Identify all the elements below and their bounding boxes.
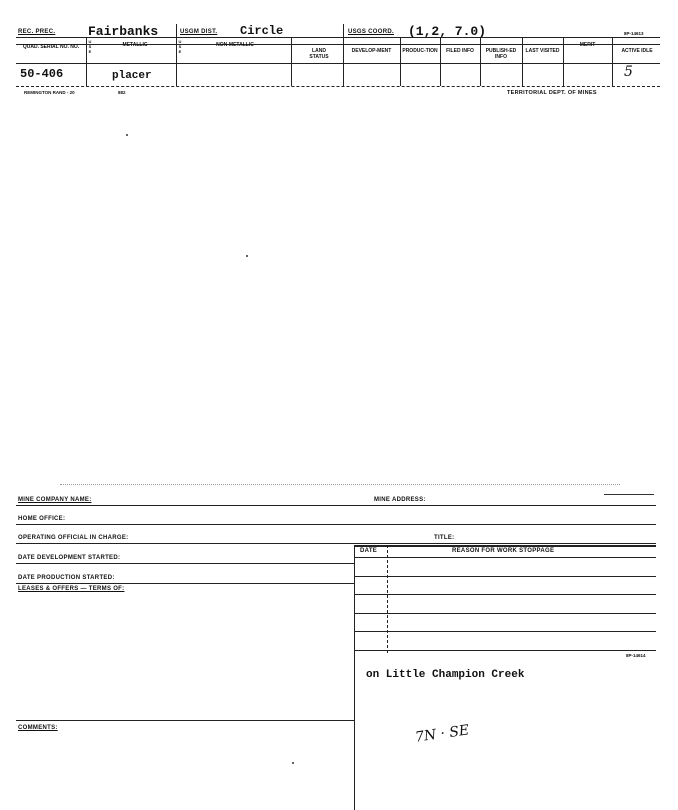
- printer-label: REMINGTON RAND - 20: [24, 90, 75, 95]
- speck: [292, 762, 294, 764]
- col-use-a: U S E: [88, 39, 92, 54]
- printer-code: 882: [118, 90, 126, 95]
- usgs-coord-value: (1,2, 7.0): [408, 24, 487, 39]
- stoppage-date-header: DATE: [360, 548, 378, 554]
- comments-label: COMMENTS:: [18, 725, 58, 731]
- date-production-label: DATE PRODUCTION STARTED:: [18, 575, 115, 581]
- col-development: DEVELOP-MENT: [351, 48, 392, 54]
- rec-prec-label: REC. PREC.: [18, 29, 56, 35]
- form-number: 8P-14613: [624, 31, 644, 36]
- location-note: on Little Champion Creek: [366, 669, 525, 681]
- col-use-b: U S E: [178, 39, 182, 54]
- usgs-coord-label: USGS COORD.: [348, 29, 394, 35]
- home-office-label: HOME OFFICE:: [18, 516, 66, 522]
- col-non-metallic: NON-METALLIC: [216, 42, 254, 48]
- col-last-visited: LAST VISITED: [525, 48, 560, 54]
- handwritten-note: 7N · SE: [414, 722, 471, 746]
- title-label: TITLE:: [434, 535, 455, 541]
- col-merit: MERIT: [579, 42, 596, 48]
- col-filed-info: FILED INFO: [446, 48, 474, 54]
- col-production: PRODUC-TION: [402, 48, 438, 54]
- mine-company-name-label: MINE COMPANY NAME:: [18, 497, 92, 503]
- rec-prec-value: Fairbanks: [88, 24, 159, 39]
- lower-form-number: 8P-14614: [626, 653, 646, 658]
- mine-address-label: MINE ADDRESS:: [374, 497, 426, 503]
- col-metallic: METALLIC: [122, 42, 148, 48]
- operating-official-label: OPERATING OFFICIAL IN CHARGE:: [18, 535, 129, 541]
- col-quad-serial: QUAD. SERIAL NO. NO.: [22, 44, 80, 50]
- quad-serial-value: 50-406: [20, 67, 64, 81]
- col-active-idle: ACTIVE IDLE: [621, 48, 653, 54]
- usgs-dist-label: USGM DIST.: [180, 29, 218, 35]
- col-land-status: LAND STATUS: [309, 48, 329, 60]
- date-development-label: DATE DEVELOPMENT STARTED:: [18, 555, 121, 561]
- speck: [126, 134, 128, 136]
- speck: [246, 255, 248, 257]
- metallic-value: placer: [112, 70, 152, 82]
- usgs-dist-value: Circle: [240, 24, 284, 38]
- leases-offers-label: LEASES & OFFERS — TERMS OF:: [18, 586, 125, 592]
- department-label: TERRITORIAL DEPT. OF MINES: [507, 90, 597, 96]
- active-mark: 5: [624, 64, 633, 80]
- col-published-info: PUBLISH-ED INFO: [485, 48, 517, 60]
- stoppage-reason-header: REASON FOR WORK STOPPAGE: [452, 548, 555, 554]
